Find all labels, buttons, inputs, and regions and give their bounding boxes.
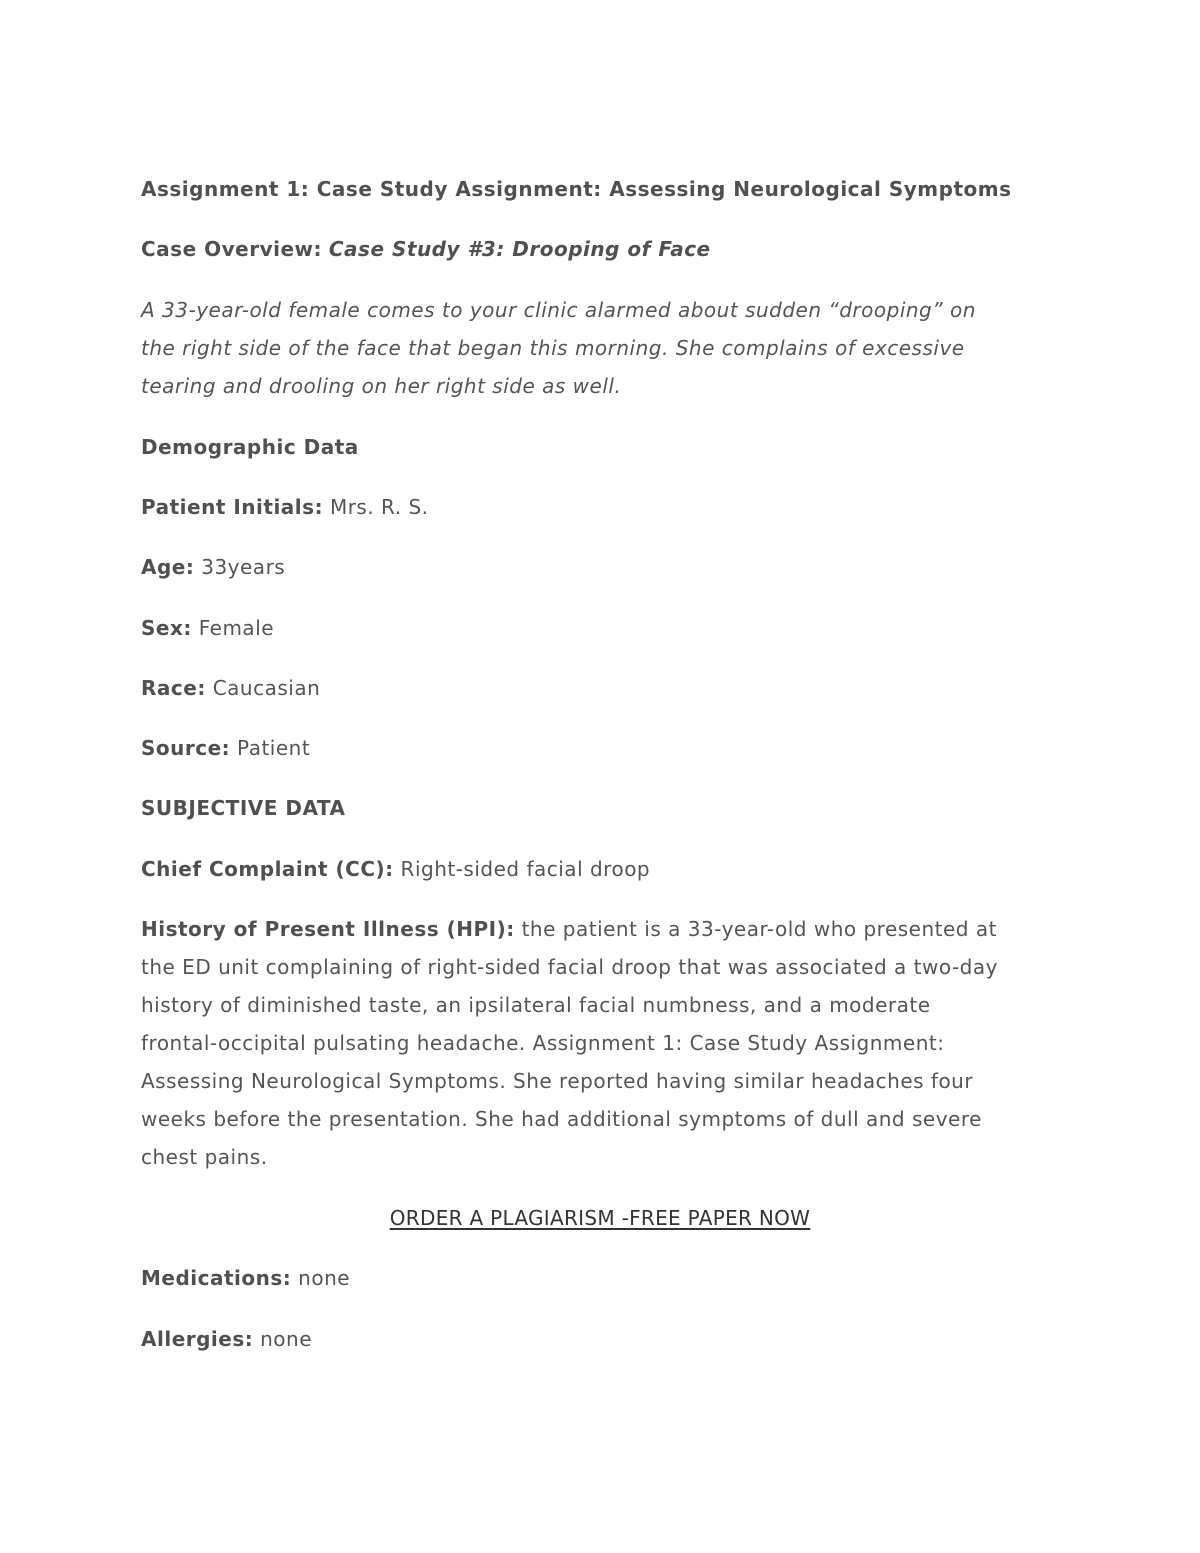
sex-row [141,609,1061,647]
hpi-line: frontal-occipital pulsating headache. Assignment 1: Case Study Assignment: [141,1031,945,1055]
patient-initials-value: Mrs. R. S. [329,495,429,519]
race-row [141,669,1061,707]
race-value: Caucasian [212,676,321,700]
hpi-line: the ED unit complaining of right-sided facial droop that was associated a two-day [141,955,998,979]
subjective-heading: SUBJECTIVE DATA [141,796,346,820]
source-label: Source: [141,736,231,760]
hpi-first-line [141,910,1061,948]
hpi-first-text: the patient is a 33-year-old who presented at [521,917,997,941]
allergies-row [141,1320,1061,1358]
scenario-line: the right side of the face that began this morning. She complains of excessive [141,336,965,360]
hpi-paragraph [141,910,1061,1176]
allergies-value: none [260,1327,313,1351]
patient-initials-label: Patient Initials: [141,495,324,519]
age-value: 33years [201,555,286,579]
medications-value: none [298,1266,351,1290]
patient-initials-row [141,488,1061,526]
order-link-container [0,1199,1200,1237]
chief-complaint-label: Chief Complaint (CC): [141,857,394,881]
source-value: Patient [237,736,311,760]
scenario-line: A 33-year-old female comes to your clinic alarmed about sudden “drooping” on [141,298,976,322]
hpi-line: history of diminished taste, an ipsilateral facial numbness, and a moderate [141,993,931,1017]
allergies-label: Allergies: [141,1327,254,1351]
sex-label: Sex: [141,616,192,640]
hpi-line: Assessing Neurological Symptoms. She reported having similar headaches four [141,1069,974,1093]
race-label: Race: [141,676,206,700]
age-row [141,548,1061,586]
hpi-label: History of Present Illness (HPI): [141,917,515,941]
age-label: Age: [141,555,195,579]
case-overview [141,230,1061,268]
scenario-line: tearing and drooling on her right side as well. [141,374,622,398]
order-paper-link[interactable]: ORDER A PLAGIARISM -FREE PAPER NOW [389,1206,811,1230]
document-title: Assignment 1: Case Study Assignment: Assessing Neurological Symptoms [141,177,1012,201]
hpi-line: chest pains. [141,1145,268,1169]
hpi-line: weeks before the presentation. She had additional symptoms of dull and severe [141,1107,982,1131]
case-scenario [141,291,1061,405]
case-overview-value: Case Study #3: Drooping of Face [328,237,711,261]
sex-value: Female [198,616,275,640]
source-row [141,729,1061,767]
medications-label: Medications: [141,1266,292,1290]
case-overview-label: Case Overview: [141,237,323,261]
medications-row [141,1259,1061,1297]
chief-complaint-row [141,850,1061,888]
chief-complaint-value: Right-sided facial droop [400,857,651,881]
demographic-heading: Demographic Data [141,435,359,459]
